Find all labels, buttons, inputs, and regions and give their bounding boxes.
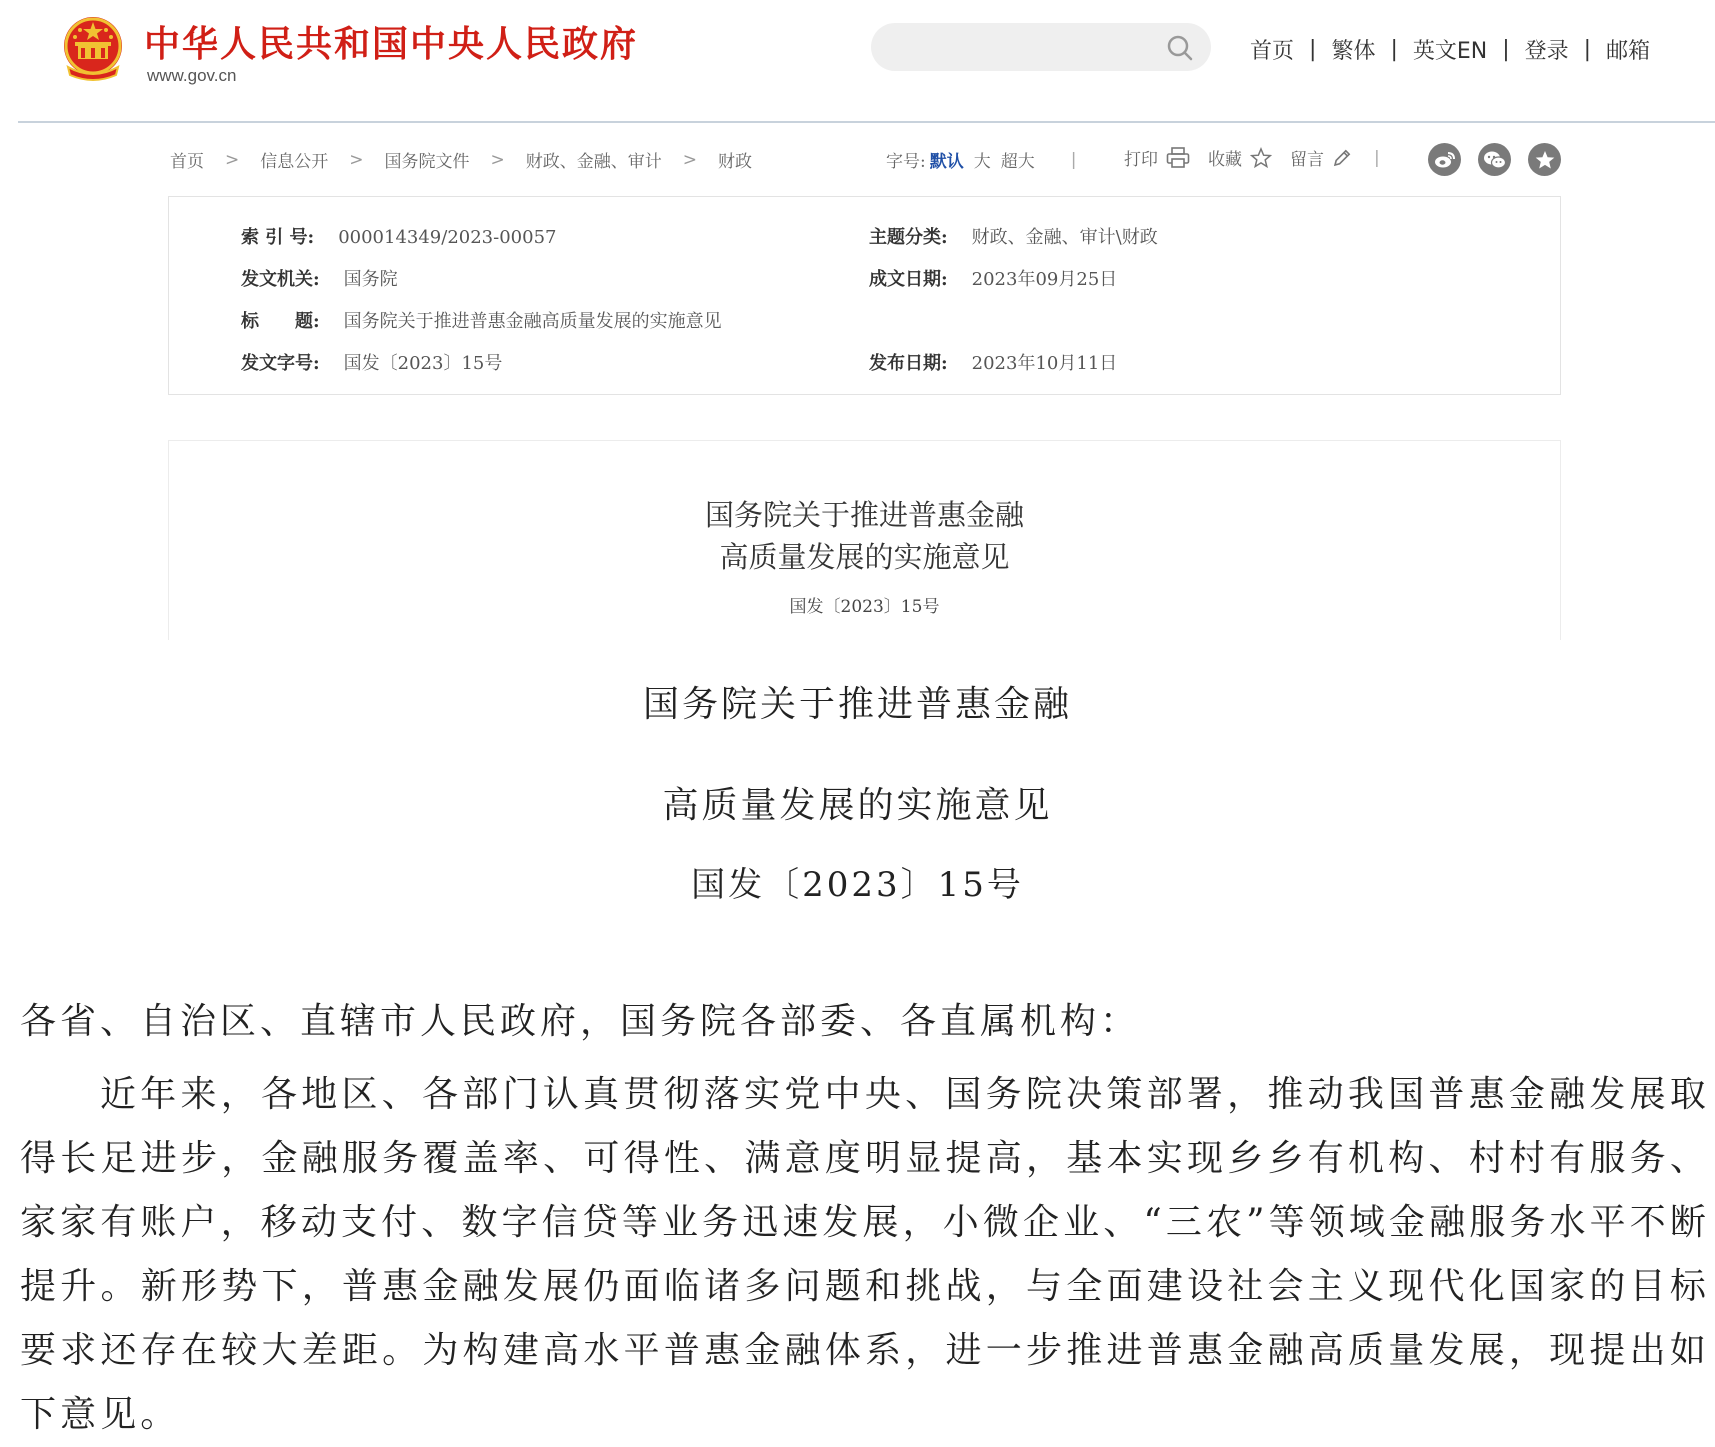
search-box[interactable] [871, 23, 1211, 71]
meta-docno-value: 国发〔2023〕15号 [343, 353, 503, 374]
site-title[interactable]: 中华人民共和国中央人民政府 [144, 24, 639, 65]
meta-issuer-label: 发文机关: [241, 269, 320, 290]
nav-login[interactable]: 登录 [1524, 39, 1569, 64]
header-divider [18, 121, 1715, 123]
pencil-icon [1332, 148, 1352, 168]
meta-issuer-value: 国务院 [343, 269, 398, 290]
nav-separator: | [1390, 37, 1398, 62]
search-icon[interactable] [1167, 35, 1193, 61]
article-title-line2: 高质量发展的实施意见 [662, 785, 1053, 826]
meta-title-value: 国务院关于推进普惠金融高质量发展的实施意见 [343, 311, 722, 332]
nav-separator: | [1502, 37, 1510, 62]
article-doc-number: 国发〔2023〕15号 [691, 865, 1024, 905]
meta-docno-label: 发文字号: [241, 353, 320, 374]
favorite-button[interactable] [1208, 145, 1272, 170]
meta-index-label: 索 引 号: [241, 227, 315, 248]
print-button[interactable] [1124, 145, 1190, 170]
document-metadata-box [168, 196, 1561, 395]
meta-written-label: 成文日期: [869, 269, 948, 290]
search-input[interactable] [891, 31, 1155, 63]
comment-label: 留言 [1290, 150, 1324, 170]
font-size-label: 字号: [886, 152, 926, 172]
breadcrumb-separator: > [682, 149, 697, 170]
breadcrumb-info-public[interactable]: 信息公开 [260, 152, 329, 172]
national-emblem-logo[interactable] [58, 15, 128, 83]
favorite-label: 收藏 [1208, 150, 1242, 170]
article-paragraph: 近年来，各地区、各部门认真贯彻落实党中央、国务院决策部署，推动我国普惠金融发展取得长足进步，金融服务覆盖率、可得性、满意度明显提高，基本实现乡乡有机构、村村有服务、家家有账户，移动支付、数字信贷等业务迅速发展，小微企业、“三农”等领域金融服务水平不断提升。新形势下，普惠金融发展仍面临诸多问题和挑战，与全面建设社会主义现代化国家的目标要求还存在较大差距。为构建高水平普惠金融体系，进一步推进普惠金融高质量发展，现提出如下意见。 [20, 1074, 1710, 1435]
breadcrumb [170, 147, 752, 172]
breadcrumb-separator: > [490, 149, 505, 170]
nav-separator: | [1309, 37, 1317, 62]
meta-title-label: 标 题: [241, 311, 320, 332]
weibo-icon[interactable] [1428, 143, 1461, 176]
meta-category-value: 财政、金融、审计\财政 [971, 227, 1158, 248]
doc-card-doc-number: 国发〔2023〕15号 [789, 597, 940, 617]
print-label: 打印 [1124, 150, 1158, 170]
comment-button[interactable] [1290, 145, 1352, 170]
meta-category [869, 223, 1158, 249]
meta-category-label: 主题分类: [869, 227, 948, 248]
meta-published-value: 2023年10月11日 [971, 353, 1118, 374]
share-icons [1428, 143, 1578, 176]
toolbar-divider: | [1374, 147, 1380, 168]
article-addressee: 各省、自治区、直辖市人民政府，国务院各部委、各直属机构： [20, 1001, 1141, 1042]
meta-title [241, 307, 722, 333]
nav-home[interactable]: 首页 [1250, 39, 1295, 64]
meta-published-label: 发布日期: [869, 353, 948, 374]
breadcrumb-state-council-docs[interactable]: 国务院文件 [384, 152, 470, 172]
document-header-card [168, 440, 1561, 640]
qzone-icon[interactable] [1528, 143, 1561, 176]
meta-issuer [241, 265, 398, 291]
breadcrumb-finance[interactable]: 财政 [718, 152, 752, 172]
site-url: www.gov.cn [147, 66, 237, 85]
nav-mail[interactable]: 邮箱 [1606, 39, 1651, 64]
font-size-default[interactable]: 默认 [929, 152, 964, 172]
page-tools [1124, 145, 1380, 170]
printer-icon [1166, 147, 1190, 169]
font-size-xlarge[interactable]: 超大 [1000, 152, 1035, 172]
top-nav [1250, 34, 1650, 65]
doc-card-title-line2: 高质量发展的实施意见 [719, 540, 1010, 574]
wechat-icon[interactable] [1478, 143, 1511, 176]
nav-english[interactable]: 英文EN [1412, 39, 1488, 64]
nav-traditional[interactable]: 繁体 [1331, 39, 1376, 64]
font-size-switcher [886, 147, 1100, 172]
nav-separator: | [1583, 37, 1592, 62]
breadcrumb-separator: > [225, 149, 240, 170]
meta-published-date [869, 349, 1117, 375]
font-size-large[interactable]: 大 [973, 152, 991, 172]
breadcrumb-separator: > [349, 149, 364, 170]
breadcrumb-home[interactable]: 首页 [170, 152, 204, 172]
doc-card-title-line1: 国务院关于推进普惠金融 [704, 498, 1024, 532]
meta-written-date [869, 265, 1117, 291]
star-icon [1250, 147, 1272, 169]
toolbar-divider: | [1070, 149, 1077, 170]
meta-doc-number [241, 349, 502, 375]
meta-written-value: 2023年09月25日 [971, 269, 1118, 290]
meta-index [241, 223, 556, 249]
meta-index-value: 000014349/2023-00057 [338, 227, 557, 248]
article-title-line1: 国务院关于推进普惠金融 [642, 684, 1072, 725]
breadcrumb-finance-audit[interactable]: 财政、金融、审计 [525, 152, 662, 172]
